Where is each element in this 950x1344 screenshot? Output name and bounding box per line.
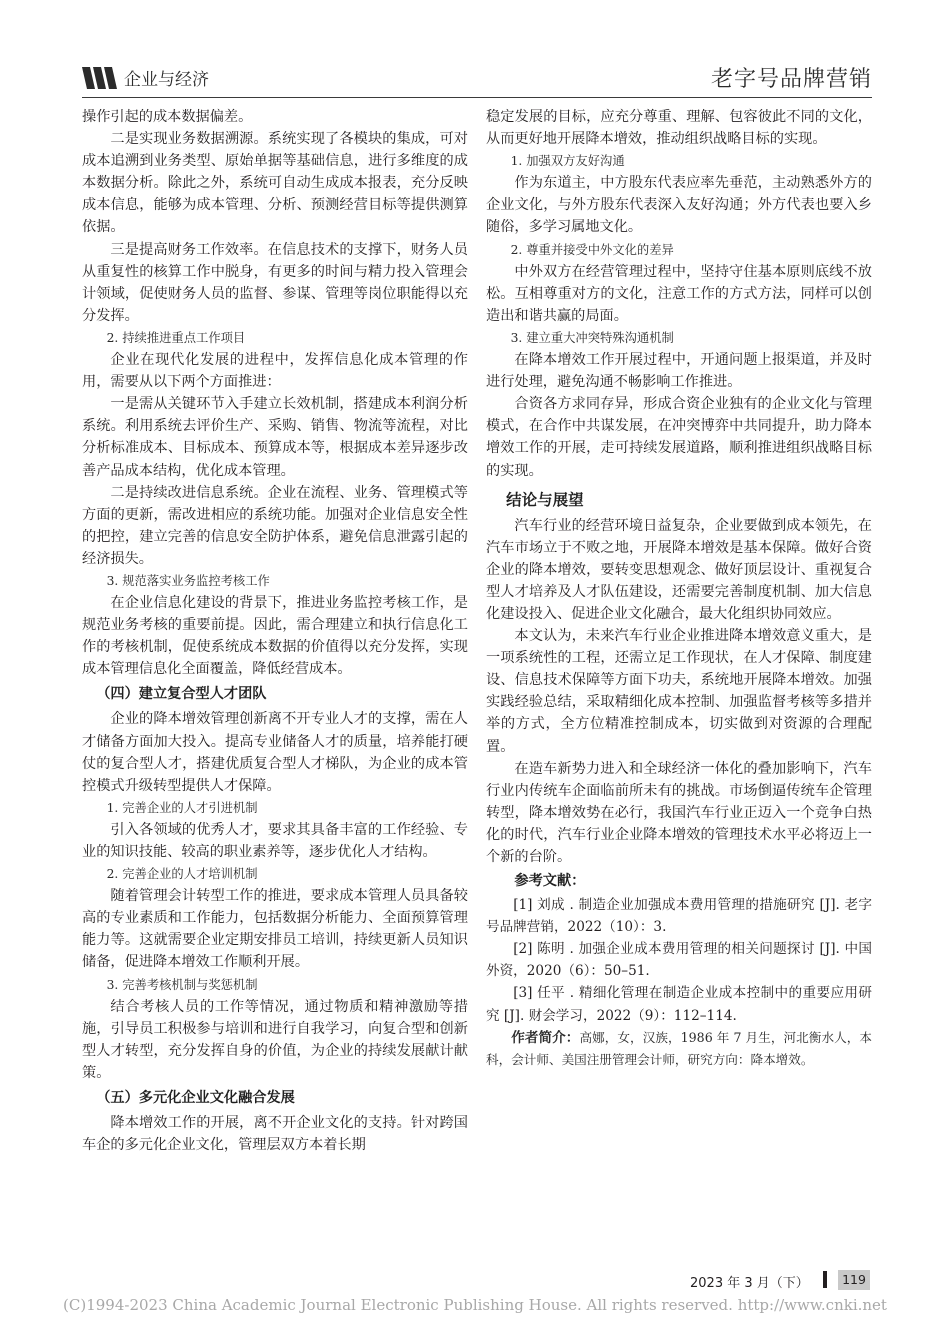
body-paragraph: 作为东道主，中方股东代表应率先垂范，主动熟悉外方的企业文化，与外方股东代表深入友好沟通；外方代表也要入乡随俗，多学习属地文化。 <box>486 175 872 236</box>
author-bio-label: 作者简介： <box>511 1029 580 1046</box>
right-column <box>486 106 872 1071</box>
body-paragraph: 结合考核人员的工作等情况，通过物质和精神激励等措施，引导员工积极参与培训和进行自我学习，向复合型和创新型人才转型，充分发挥自身的价值，为企业的持续发展献计献策。 <box>82 998 468 1081</box>
subsection-title: 3. 建立重大冲突特殊沟通机制 <box>510 330 674 345</box>
journal-title: 老字号品牌营销 <box>710 67 872 92</box>
chapter-heading: 结论与展望 <box>506 490 584 509</box>
reference-item: [1] 刘成 . 制造企业加强成本费用管理的措施研究 [J]. 老字号品牌营销，2022（10）：3. <box>486 897 872 936</box>
body-paragraph: 在降本增效工作开展过程中，开通问题上报渠道，并及时进行处理，避免沟通不畅影响工作推进。 <box>486 352 872 391</box>
body-paragraph: 在造车新势力进入和全球经济一体化的叠加影响下，汽车行业内传统车企面临前所未有的挑战。市场倒逼传统车企管理转型，降本增效势在必行，我国汽车行业正迈入一个竞争白热化的时代，汽车行业企业降本增效的管理技术水平必将迈上一个新的台阶。 <box>486 760 872 865</box>
section-heading: （五）多元化企业文化融合发展 <box>96 1090 295 1107</box>
header-rule <box>82 97 872 98</box>
body-paragraph: 二是持续改进信息系统。企业在流程、业务、管理模式等方面的更新，需改进相应的系统功能。加强对企业信息安全性的把控，建立完善的信息安全防护体系，避免信息泄露引起的经济损失。 <box>82 484 468 567</box>
subsection-title: 2. 尊重并接受中外文化的差异 <box>510 242 674 257</box>
section-mark-icon <box>82 67 118 89</box>
body-paragraph: 在企业信息化建设的背景下，推进业务监控考核工作，是规范业务考核的重要前提。因此，需合理建立和执行信息化工作的考核机制，促使系统成本数据的价值得以充分发挥，实现成本管理信息化全面覆盖，降低经营成本。 <box>82 595 468 678</box>
subsection-title: 2. 持续推进重点工作项目 <box>106 330 246 345</box>
copyright-notice: (C)1994-2023 China Academic Journal Electronic Publishing House. All rights reserved. http://www.cnki.net <box>63 1296 887 1314</box>
body-paragraph: 本文认为，未来汽车行业企业推进降本增效意义重大，是一项系统性的工程，还需立足工作现状，在人才保障、制度建设、信息技术保障等方面下功夫，系统地开展降本增效。加强实践经验总结，采取精细化成本控制、加强监督考核等多措并举的方式，全方位精准控制成本，切实做到对资源的合理配置。 <box>486 628 872 755</box>
body-paragraph: 汽车行业的经营环境日益复杂，企业要做到成本领先，在汽车市场立于不败之地，开展降本增效是基本保障。做好合资企业的降本增效，要转变思想观念、做好顶层设计、重视复合型人才培养及人才队伍建设，还需要完善制度机制、加大信息化建设投入、促进企业文化融合，最大化组织协同效应。 <box>486 517 872 622</box>
section-name: 企业与经济 <box>124 70 209 90</box>
subsection-title: 1. 加强双方友好沟通 <box>510 154 625 169</box>
author-bio-text: 高娜，女，汉族，1986 年 7 月生，河北衡水人，本科，会计师、美国注册管理会计师，研究方向：降本增效。 <box>486 1029 873 1067</box>
author-bio <box>486 1027 872 1071</box>
body-paragraph: 随着管理会计转型工作的推进，要求成本管理人员具备较高的专业素质和工作能力，包括数据分析能力、全面预算管理能力等。这就需要企业定期安排员工培训，持续更新人员知识储备，促进降本增效工作顺利开展。 <box>82 888 468 971</box>
body-paragraph: 引入各领域的优秀人才，要求其具备丰富的工作经验、专业的知识技能、较高的职业素养等，逐步优化人才结构。 <box>82 821 468 860</box>
section-heading: （四）建立复合型人才团队 <box>96 686 267 703</box>
body-paragraph: 降本增效工作的开展，离不开企业文化的支持。针对跨国车企的多元化企业文化，管理层双方本着长期 <box>82 1115 468 1154</box>
body-paragraph: 企业在现代化发展的进程中，发挥信息化成本管理的作用，需要从以下两个方面推进： <box>82 352 468 391</box>
body-paragraph: 企业的降本增效管理创新离不开专业人才的支撑，需在人才储备方面加大投入。提高专业储备人才的质量，培养能打硬仗的复合型人才，搭建优质复合型人才梯队，为企业的成本管控模式升级转型提供人才保障。 <box>82 711 468 794</box>
subsection-title: 3. 规范落实业务监控考核工作 <box>106 573 270 588</box>
body-paragraph: 一是需从关键环节入手建立长效机制，搭建成本利润分析系统。利用系统去评价生产、采购、销售、物流等流程，对比分析标准成本、目标成本、预算成本等，根据成本差异逐步改善产品成本结构，优化成本管理。 <box>82 396 468 479</box>
body-paragraph: 合资各方求同存异，形成合资企业独有的企业文化与管理模式，在合作中共谋发展，在冲突博弈中共同提升，助力降本增效工作的开展，走可持续发展道路，顺利推进组织战略目标的实现。 <box>486 396 872 479</box>
page-number: 119 <box>838 1270 870 1290</box>
subsection-title: 1. 完善企业的人才引进机制 <box>106 800 258 815</box>
footer-divider <box>823 1271 827 1288</box>
subsection-title: 3. 完善考核机制与奖惩机制 <box>106 977 258 992</box>
body-paragraph: 中外双方在经营管理过程中，坚持守住基本原则底线不放松。互相尊重对方的文化，注意工作的方式方法，同样可以创造出和谐共赢的局面。 <box>486 263 872 324</box>
subsection-title: 2. 完善企业的人才培训机制 <box>106 867 258 882</box>
reference-item: [2] 陈明 . 加强企业成本费用管理的相关问题探讨 [J]. 中国外资，2020（6）：50–51. <box>486 941 872 980</box>
references-heading: 参考文献： <box>514 873 586 890</box>
body-paragraph: 三是提高财务工作效率。在信息技术的支撑下，财务人员从重复性的核算工作中脱身，有更多的时间与精力投入管理会计领域，促使财务人员的监督、参谋、管理等岗位职能得以充分发挥。 <box>82 241 468 324</box>
body-paragraph: 操作引起的成本数据偏差。 <box>82 109 253 125</box>
body-paragraph: 二是实现业务数据溯源。系统实现了各模块的集成，可对成本追溯到业务类型、原始单据等基础信息，进行多维度的成本数据分析。除此之外，系统可自动生成成本报表，充分反映成本信息，能够为成本管理、分析、预测经营目标等提供测算依据。 <box>82 131 468 236</box>
body-paragraph: 稳定发展的目标，应充分尊重、理解、包容彼此不同的文化，从而更好地开展降本增效，推动组织战略目标的实现。 <box>486 109 872 148</box>
left-column <box>82 106 468 1156</box>
issue-date: 2023 年 3 月（下） <box>690 1276 809 1291</box>
page-header <box>82 62 872 96</box>
reference-item: [3] 任平 . 精细化管理在制造企业成本控制中的重要应用研究 [J]. 财会学习，2022（9）：112–114. <box>486 985 872 1024</box>
